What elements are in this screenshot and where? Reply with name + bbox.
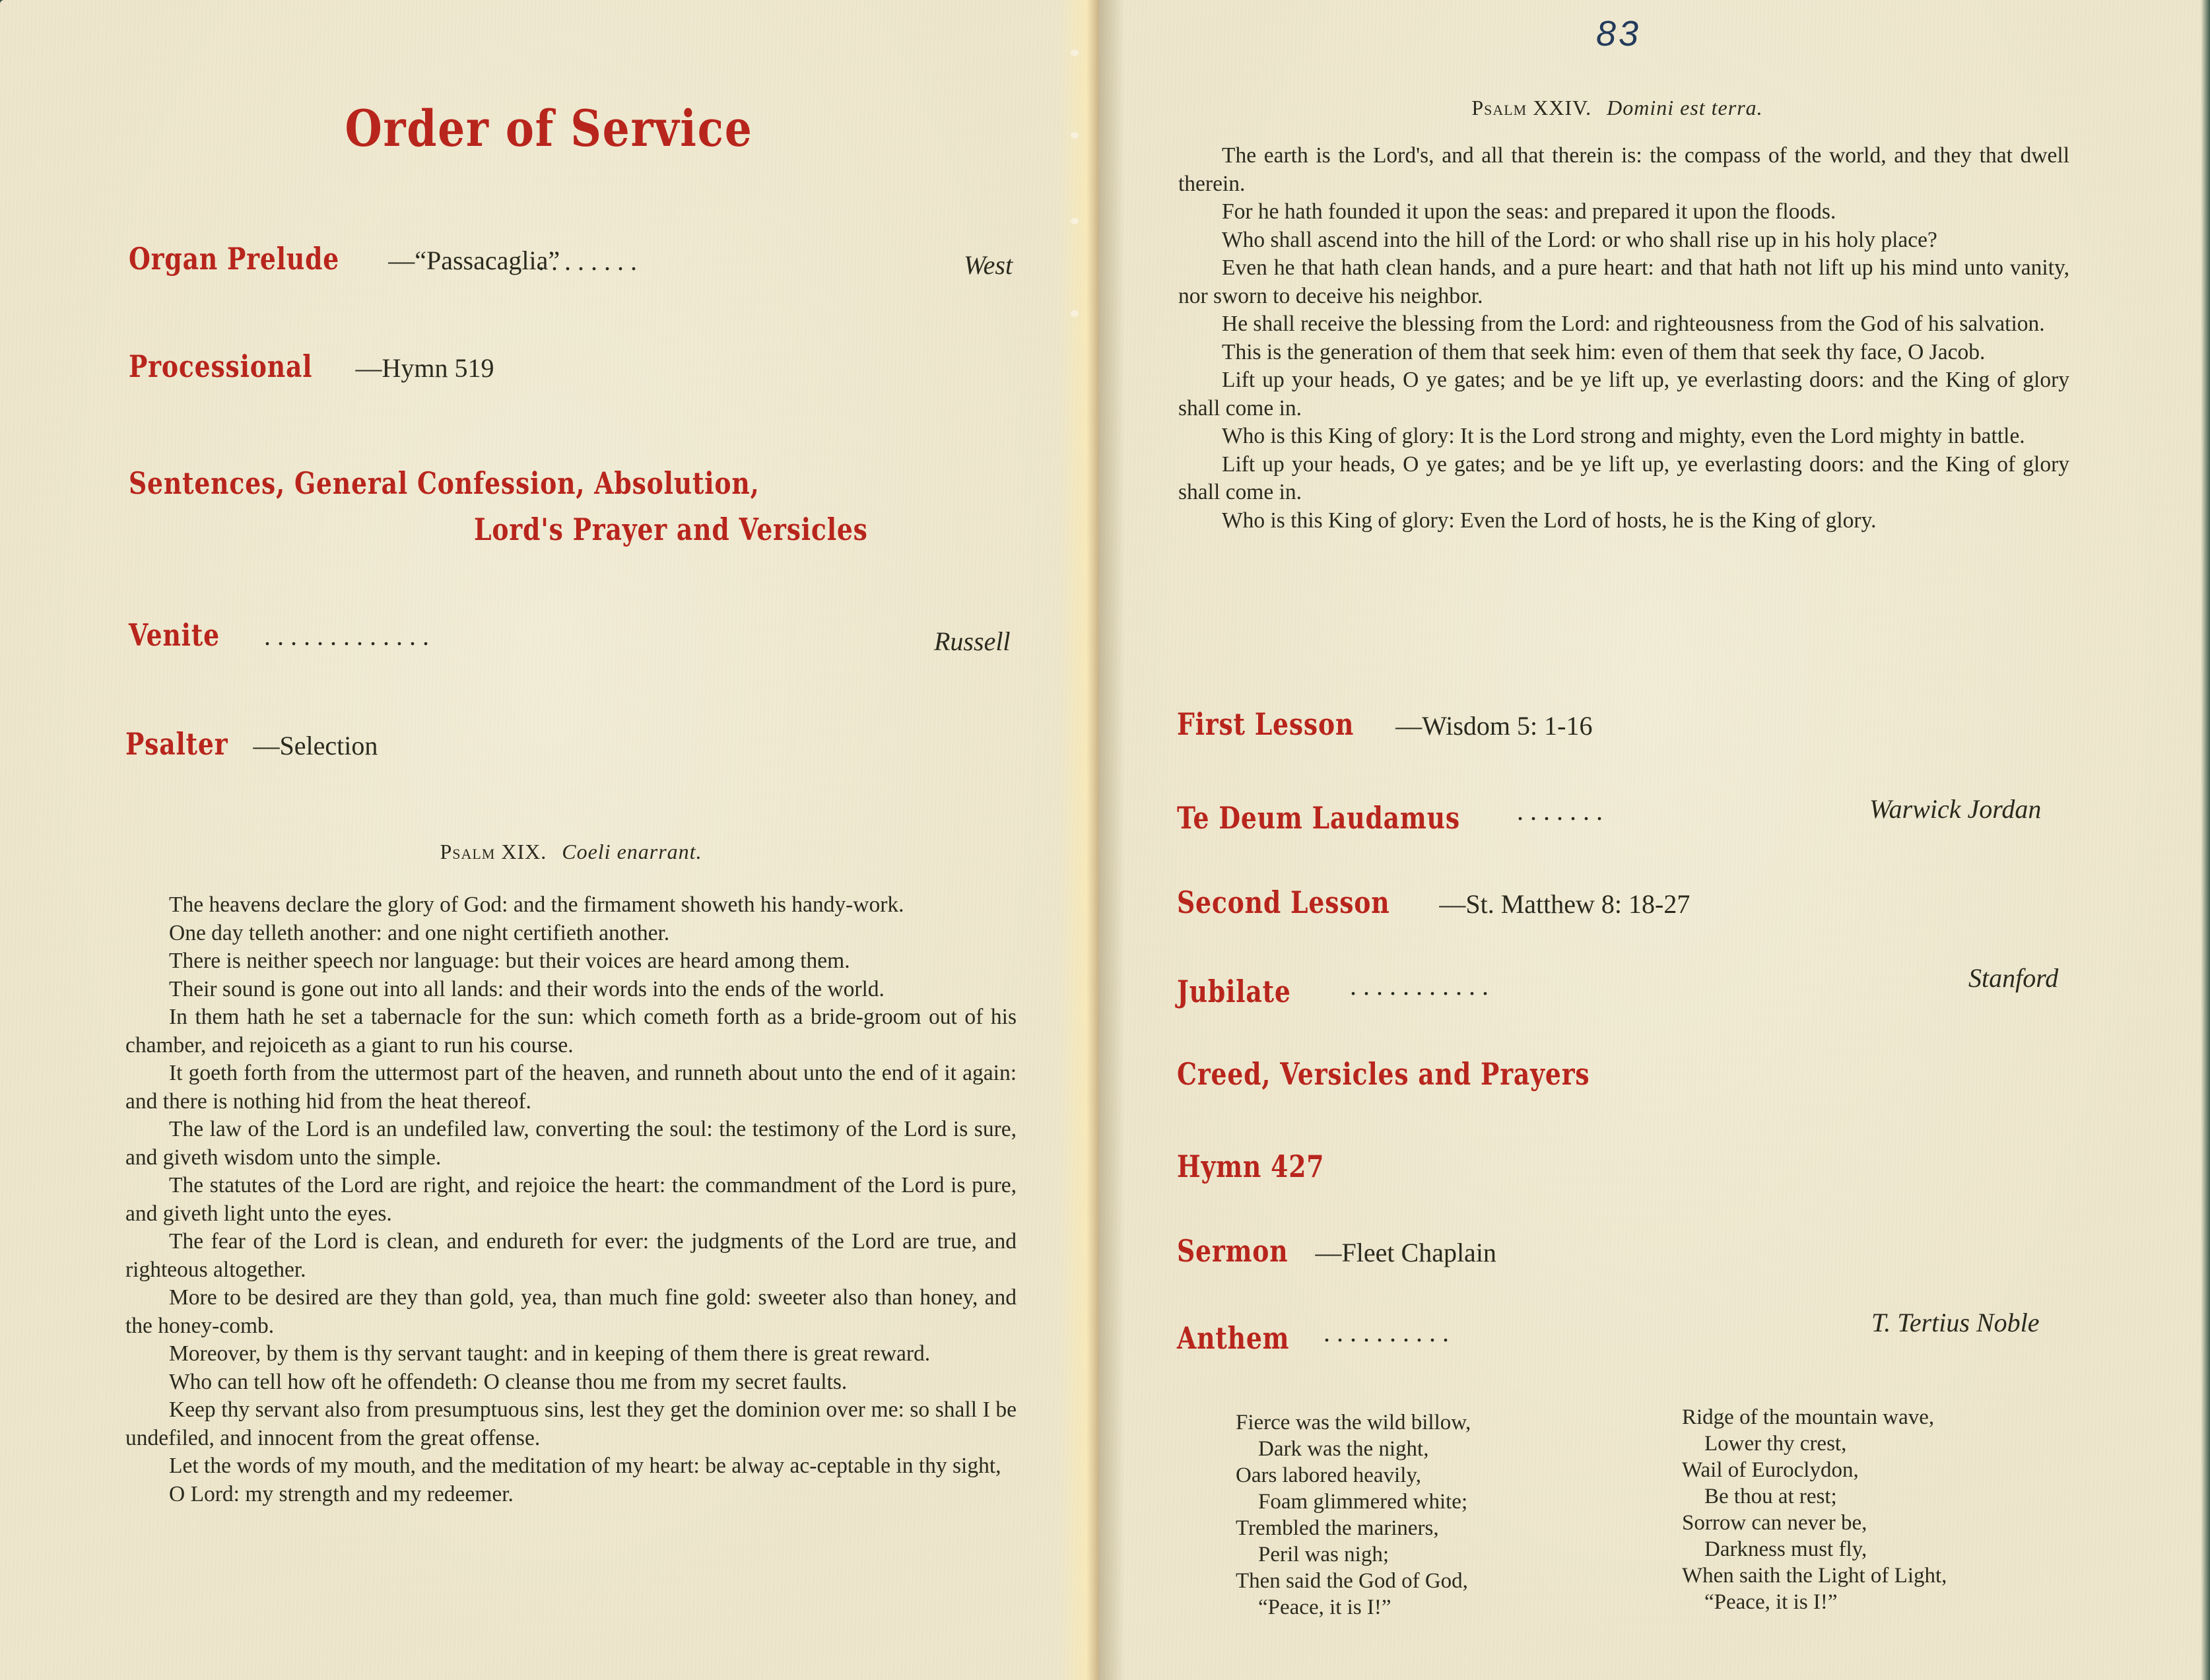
service-item-te-deum: [1177, 800, 1522, 836]
spine-shadow: [1098, 0, 1125, 1680]
leader-dots: . . . . . . . .: [538, 246, 637, 276]
item-label: Venite: [129, 617, 220, 653]
psalm-verse: This is the generation of them that seek him: even of them that seek thy face, O Jacob.: [1222, 339, 1986, 364]
psalm-verse: One day telleth another: and one night certifieth another.: [169, 920, 670, 945]
psalm-verses: [1178, 142, 2069, 535]
service-item-hymn: [1177, 1149, 1356, 1184]
poem-line: Lower thy crest,: [1704, 1432, 1847, 1456]
poem-line: Foam glimmered white;: [1258, 1490, 1468, 1514]
psalm-verse: Their sound is gone out into all lands: and their words into the ends of the world.: [169, 976, 885, 1001]
psalm-verse: Moreover, by them is thy servant taught: and in keeping of them there is great reward.: [169, 1341, 931, 1366]
psalm-verse: Lift up your heads, O ye gates; and be ye lift up, ye everlasting doors: and the King of glory shall come in.: [1178, 368, 2069, 420]
poem-line: Dark was the night,: [1258, 1437, 1429, 1461]
psalm-verse: Who is this King of glory: It is the Lord strong and mighty, even the Lord mighty in battle.: [1222, 424, 2025, 448]
item-detail: Selection: [279, 731, 378, 760]
poem-line: “Peace, it is I!”: [1258, 1596, 1391, 1619]
psalm-verse: The statutes of the Lord are right, and rejoice the heart: the commandment of the Lord is pure, and giveth light unto the eyes.: [125, 1173, 1017, 1226]
item-label: Sermon: [1177, 1233, 1289, 1269]
composer-name: Stanford: [1968, 963, 2059, 993]
poem-line: Darkness must fly,: [1704, 1537, 1867, 1561]
service-item-jubilate: [1177, 974, 1316, 1009]
service-item-sentences-line2: [474, 512, 954, 547]
item-dash: —: [388, 246, 415, 275]
psalm-verse: The heavens declare the glory of God: and the firmament showeth his handy-work.: [169, 892, 904, 917]
item-dash: —: [1395, 711, 1423, 741]
item-label: Organ Prelude: [129, 241, 340, 277]
item-label: Psalter: [125, 726, 228, 762]
psalm-verse: Who is this King of glory: Even the Lord of hosts, he is the King of glory.: [1222, 508, 1877, 533]
service-item-anthem: [1177, 1320, 1314, 1356]
psalm-verse: Keep thy servant also from presumptuous sins, lest they get the dominion over me: so shall I be undefiled, and innocent from the great offense.: [125, 1397, 1017, 1450]
psalm-verse: It goeth forth from the uttermost part of the heaven, and runneth about unto the end of it again: and there is nothing hid from the heat thereof.: [125, 1061, 1017, 1114]
psalm-prefix: Psalm: [440, 840, 496, 863]
left-page: [0, 0, 1098, 1680]
item-dash: —: [1439, 889, 1466, 919]
poem-line: Then said the God of God,: [1236, 1569, 1468, 1593]
leader-dots: . . . . . . . . . . .: [1350, 971, 1489, 1001]
psalm-heading: [1172, 96, 2063, 120]
poem-line: Sorrow can never be,: [1682, 1511, 1867, 1535]
item-label: Anthem: [1177, 1320, 1290, 1356]
psalm-verse: Let the words of my mouth, and the meditation of my heart: be alway ac-ceptable in thy sight,: [169, 1454, 1001, 1478]
poem-line: When saith the Light of Light,: [1682, 1564, 1947, 1588]
poem-line: Oars labored heavily,: [1236, 1463, 1421, 1487]
psalm-verse: Lift up your heads, O ye gates; and be ye lift up, ye everlasting doors: and the King of glory shall come in.: [1178, 452, 2069, 504]
item-label: Jubilate: [1177, 974, 1291, 1009]
item-label: Lord's Prayer and Versicles: [474, 512, 868, 547]
leader-dots: . . . . . . . . . . . . .: [264, 621, 429, 651]
psalm-latin-title: Coeli enarrant.: [562, 840, 702, 863]
composer-name: West: [964, 250, 1013, 280]
item-dash: —: [1315, 1238, 1342, 1267]
psalm-verse: He shall receive the blessing from the Lord: and righteousness from the God of his salvation.: [1222, 312, 2045, 336]
item-detail: Wisdom 5: 1-16: [1422, 711, 1593, 741]
page-number: 83: [1596, 14, 1642, 53]
item-detail: “Passacaglia”: [415, 246, 560, 275]
psalm-verse: In them hath he set a tabernacle for the sun: which cometh forth as a bride-groom out of his chamber, and rejoiceth as a giant to run his course.: [125, 1005, 1017, 1058]
psalm-number: XIX.: [501, 840, 547, 863]
psalm-verse: The earth is the Lord's, and all that therein is: the compass of the world, and they that dwell therein.: [1178, 143, 2069, 196]
service-item-processional: [129, 349, 494, 384]
composer-name: Russell: [934, 626, 1011, 656]
psalm-verse: O Lord: my strength and my redeemer.: [169, 1481, 514, 1506]
item-dash: —: [355, 353, 382, 383]
psalm-prefix: Psalm: [1471, 96, 1527, 119]
psalm-heading: [125, 840, 1017, 864]
binding-stitch: [1071, 218, 1079, 224]
item-label: Sentences, General Confession, Absolution,: [129, 465, 760, 501]
service-item-psalter: [125, 726, 378, 762]
leader-dots: . . . . . . . . . .: [1323, 1318, 1449, 1347]
psalm-number: XXIV.: [1533, 96, 1592, 119]
poem-line: Ridge of the mountain wave,: [1682, 1405, 1935, 1429]
psalm-verse: Even he that hath clean hands, and a pure heart: and that hath not lift up his mind unto vanity, nor sworn to deceive his neighbor.: [1178, 255, 2069, 308]
item-label: Second Lesson: [1177, 885, 1390, 920]
composer-name: T. Tertius Noble: [1871, 1308, 2040, 1337]
psalm-verse: More to be desired are they than gold, yea, than much fine gold: sweeter also than honey, and the honey-comb.: [125, 1285, 1017, 1338]
item-label: First Lesson: [1177, 706, 1355, 742]
psalm-verse: The fear of the Lord is clean, and endureth for ever: the judgments of the Lord are true, and righteous altogether.: [125, 1229, 1017, 1282]
poem-line: Be thou at rest;: [1704, 1485, 1837, 1508]
item-dash: —: [253, 731, 280, 760]
psalm-verse: The law of the Lord is an undefiled law, converting the soul: the testimony of the Lord is sure, and giveth wisdom unto the simple.: [125, 1117, 1017, 1170]
psalm-verses: [125, 891, 1017, 1508]
spine-shadow: [1059, 0, 1098, 1680]
item-label: Te Deum Laudamus: [1177, 800, 1460, 836]
page-edge: [2201, 0, 2210, 1680]
anthem-text-column-2: [1682, 1404, 1947, 1615]
service-item-sermon: [1177, 1233, 1496, 1269]
item-label: Creed, Versicles and Prayers: [1177, 1056, 1590, 1092]
poem-line: Fierce was the wild billow,: [1236, 1411, 1471, 1434]
page-title: Order of Service: [345, 99, 753, 158]
service-item-creed: [1177, 1056, 1681, 1092]
item-label: Processional: [129, 349, 313, 384]
item-label: Hymn 427: [1177, 1149, 1325, 1184]
psalm-latin-title: Domini est terra.: [1607, 96, 1763, 119]
poem-line: Wail of Euroclydon,: [1682, 1458, 1859, 1482]
anthem-text-column-1: [1236, 1409, 1471, 1621]
binding-stitch: [1071, 310, 1079, 317]
poem-line: Peril was nigh;: [1258, 1543, 1389, 1566]
service-item-first-lesson: [1177, 706, 1592, 742]
psalm-verse: For he hath founded it upon the seas: and prepared it upon the floods.: [1222, 199, 1836, 224]
poem-line: “Peace, it is I!”: [1704, 1590, 1838, 1614]
psalm-verse: Who shall ascend into the hill of the Lord: or who shall rise up in his holy place?: [1222, 227, 1937, 252]
composer-name: Warwick Jordan: [1869, 794, 2042, 824]
item-detail: Hymn 519: [382, 353, 494, 383]
item-detail: St. Matthew 8: 18-27: [1465, 889, 1691, 919]
service-item-venite: [129, 617, 240, 653]
psalm-verse: There is neither speech nor language: but their voices are heard among them.: [169, 949, 850, 973]
item-detail: Fleet Chaplain: [1341, 1238, 1496, 1267]
poem-line: Trembled the mariners,: [1236, 1516, 1439, 1540]
psalm-verse: Who can tell how oft he offendeth: O cleanse thou me from my secret faults.: [169, 1369, 848, 1394]
service-item-organ-prelude: [129, 241, 560, 277]
binding-stitch: [1071, 50, 1079, 56]
service-item-sentences: [129, 465, 898, 501]
service-item-second-lesson: [1177, 885, 1690, 920]
leader-dots: . . . . . . .: [1517, 796, 1603, 826]
